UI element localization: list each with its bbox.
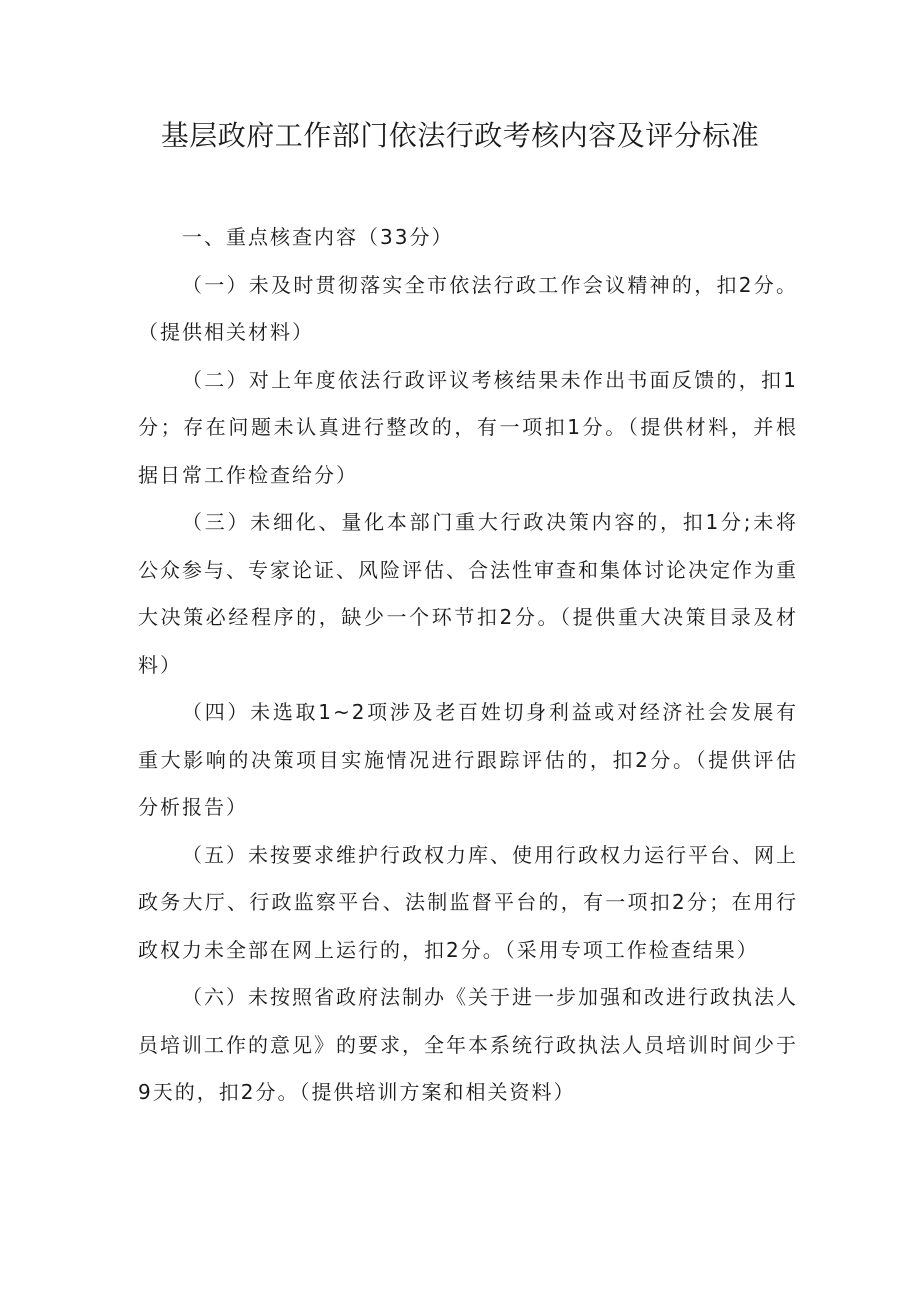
paragraph-item-2: （二）对上年度依法行政评议考核结果未作出书面反馈的，扣1分；存在问题未认真进行整改的，有一项扣1分。（提供材料，并根据日常工作检查给分） [138,367,798,487]
document-body [138,214,798,1117]
paragraph-item-5: （五）未按要求维护行政权力库、使用行政权力运行平台、网上政务大厅、行政监察平台、法制监督平台的，有一项扣2分；在用行政权力未全部在网上运行的，扣2分。（采用专项工作检查结果） [138,842,798,962]
paragraph-item-1: （一）未及时贯彻落实全市依法行政工作会议精神的，扣2分。（提供相关材料） [138,272,798,344]
paragraph-item-3: （三）未细化、量化本部门重大行政决策内容的，扣1分;未将公众参与、专家论证、风险评估、合法性审查和集体讨论决定作为重大决策必经程序的，缺少一个环节扣2分。（提供重大决策目录及材料） [138,510,798,677]
section-heading: 一、重点核查内容（33分） [182,225,454,249]
paragraph-item-6: （六）未按照省政府法制办《关于进一步加强和改进行政执法人员培训工作的意见》的要求，全年本系统行政执法人员培训时间少于9天的，扣2分。（提供培训方案和相关资料） [138,985,798,1104]
document-title: 基层政府工作部门依法行政考核内容及评分标准 [160,119,760,152]
paragraph-item-4: （四）未选取1~2项涉及老百姓切身利益或对经济社会发展有重大影响的决策项目实施情况进行跟踪评估的，扣2分。（提供评估分析报告） [138,700,798,819]
